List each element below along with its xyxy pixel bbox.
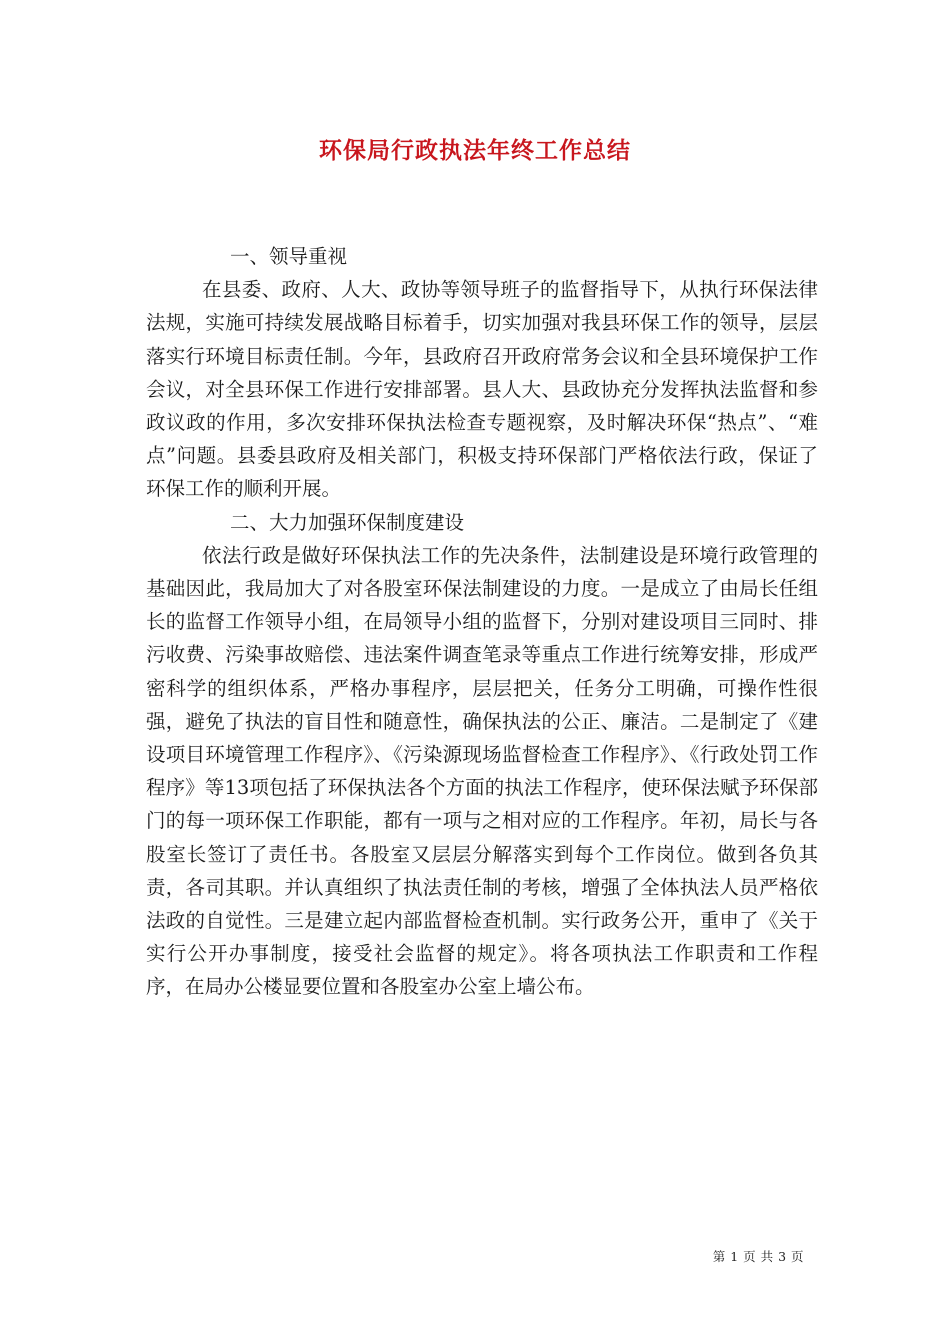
document-title: 环保局行政执法年终工作总结: [319, 137, 631, 164]
section-heading: 二、大力加强环保制度建设: [230, 510, 465, 534]
section-paragraph: 在县委、政府、人大、政协等领导班子的监督指导下，从执行环保法律法规，实施可持续发展战略目标着手，切实加强对我县环保工作的领导，层层落实行环境目标责任制。今年，县政府召开政府常务会议和全县环境保护工作会议，对全县环保工作进行安排部署。县人大、县政协充分发挥执法监督和参政议政的作用，多次安排环保执法检查专题视察，及时解决环保“热点”、“难点”问题。县委县政府及相关部门，积极支持环保部门严格依法行政，保证了环保工作的顺利开展。: [146, 278, 818, 501]
document-body: [146, 240, 818, 1004]
section-paragraph: 依法行政是做好环保执法工作的先决条件，法制建设是环境行政管理的基础因此，我局加大了对各股室环保法制建设的力度。一是成立了由局长任组长的监督工作领导小组，在局领导小组的监督下，分别对建设项目三同时、排污收费、污染事故赔偿、违法案件调查笔录等重点工作进行统筹安排，形成严密科学的组织体系，严格办事程序，层层把关，任务分工明确，可操作性很强，避免了执法的盲目性和随意性，确保执法的公正、廉洁。二是制定了《建设项目环境管理工作程序》、《污染源现场监督检查工作程序》、《行政处罚工作程序》等13项包括了环保执法各个方面的执法工作程序，使环保法赋予环保部门的每一项环保工作职能，都有一项与之相对应的工作程序。年初，局长与各股室长签订了责任书。各股室又层层分解落实到每个工作岗位。做到各负其责，各司其职。并认真组织了执法责任制的考核，增强了全体执法人员严格依法政的自觉性。三是建立起内部监督检查机制。实行政务公开，重申了《关于实行公开办事制度，接受社会监督的规定》。将各项执法工作职责和工作程序，在局办公楼显要位置和各股室办公室上墙公布。: [146, 543, 818, 999]
page-number: 第 1 页 共 3 页: [712, 1249, 804, 1264]
section-heading: 一、领导重视: [230, 245, 348, 268]
